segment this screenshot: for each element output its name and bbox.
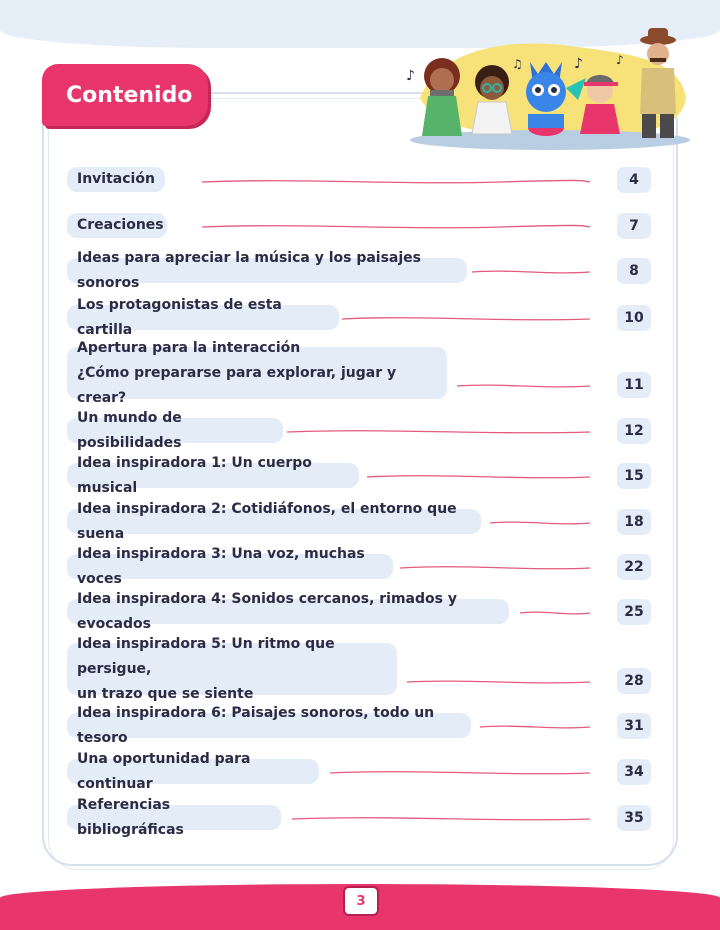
toc-page-number: 18 [624, 514, 644, 530]
toc-page-box [617, 258, 651, 284]
toc-page-box [617, 372, 651, 398]
toc-entry-label-box [67, 796, 281, 838]
toc-page-box [617, 805, 651, 831]
toc-entry-label-box [67, 635, 397, 702]
toc-entry-label-box [67, 167, 165, 192]
toc-entry-label: Ideas para apreciar la música y los paisajes sonoros [77, 249, 421, 291]
toc-page-number: 10 [624, 310, 644, 326]
toc-page-box [617, 463, 651, 489]
toc-page-number: 35 [624, 810, 644, 826]
toc-page-box [617, 213, 651, 239]
toc-entry-label: Creaciones [77, 217, 164, 233]
toc-page-number: 34 [624, 764, 644, 780]
leader-line [328, 767, 592, 779]
leader-line [488, 517, 592, 529]
leader-line [340, 313, 592, 325]
page-title: Contenido [66, 82, 193, 108]
toc-entry-label: Idea inspiradora 2: Cotidiáfonos, el entorno que suena [77, 500, 457, 542]
toc-entry-label-box [67, 339, 447, 406]
toc-entry-label-box [67, 454, 359, 496]
toc-page-box [617, 509, 651, 535]
toc-entry-label: Los protagonistas de esta cartilla [77, 296, 282, 338]
toc-entry-label: Invitación [77, 171, 155, 187]
toc-entry-label: Idea inspiradora 6: Paisajes sonoros, todo un tesoro [77, 704, 435, 746]
toc-page-box [617, 599, 651, 625]
toc-entry-label: Idea inspiradora 4: Sonidos cercanos, rimados y evocados [77, 590, 457, 632]
toc-page-box [617, 167, 651, 193]
svg-text:♪: ♪ [574, 56, 583, 72]
toc-entry-label-box [67, 704, 471, 746]
toc-page-number: 12 [624, 423, 644, 439]
toc-entry-label-box [67, 409, 283, 451]
leader-line [405, 676, 592, 688]
toc-entry-label: Idea inspiradora 1: Un cuerpo musical [77, 454, 312, 496]
svg-text:♪: ♪ [616, 53, 624, 67]
toc-page-number: 7 [629, 218, 639, 234]
toc-entry-label-box [67, 213, 167, 238]
toc-entry-label-box [67, 545, 393, 587]
toc-entry-label: Una oportunidad para continuar [77, 750, 251, 792]
toc-entry-label-box [67, 500, 481, 542]
toc-page-box [617, 418, 651, 444]
leader-line [518, 607, 592, 619]
toc-page-number: 8 [629, 263, 639, 279]
toc-entry-label-box [67, 590, 509, 632]
toc-page-box [617, 759, 651, 785]
toc-page-box [617, 713, 651, 739]
svg-text:♪: ♪ [406, 68, 415, 84]
leader-line [365, 471, 592, 483]
toc-entry-label: Idea inspiradora 3: Una voz, muchas voces [77, 545, 365, 587]
leader-line [455, 380, 592, 392]
leader-line [398, 562, 592, 574]
toc-entry-label: Referencias bibliográficas [77, 796, 184, 838]
leader-line [285, 426, 592, 438]
toc-entry-label-box [67, 750, 319, 792]
toc-page-number: 31 [624, 718, 644, 734]
toc-page-number: 28 [624, 673, 644, 689]
toc-page-number: 15 [624, 468, 644, 484]
toc-page-box [617, 305, 651, 331]
toc-entry-label-box [67, 296, 339, 338]
toc-page-number: 11 [624, 377, 644, 393]
svg-text:♫: ♫ [512, 57, 523, 71]
toc-page-number: 25 [624, 604, 644, 620]
leader-line [470, 266, 592, 278]
toc-entry-label-box [67, 249, 467, 291]
leader-line [200, 221, 592, 233]
toc-page-number: 22 [624, 559, 644, 575]
leader-line [200, 176, 592, 188]
toc-entry-label: Apertura para la interacción ¿Cómo prepararse para explorar, jugar y crear? [77, 339, 397, 406]
page-number: 3 [356, 893, 366, 909]
toc-page-box [617, 668, 651, 694]
toc-page-number: 4 [629, 172, 639, 188]
leader-line [290, 813, 592, 825]
toc-entry-label: Un mundo de posibilidades [77, 409, 182, 451]
leader-line [478, 721, 592, 733]
page-number-box [343, 886, 379, 916]
toc-page-box [617, 554, 651, 580]
toc-entry-label: Idea inspiradora 5: Un ritmo que persigue, un trazo que se siente [77, 635, 335, 702]
